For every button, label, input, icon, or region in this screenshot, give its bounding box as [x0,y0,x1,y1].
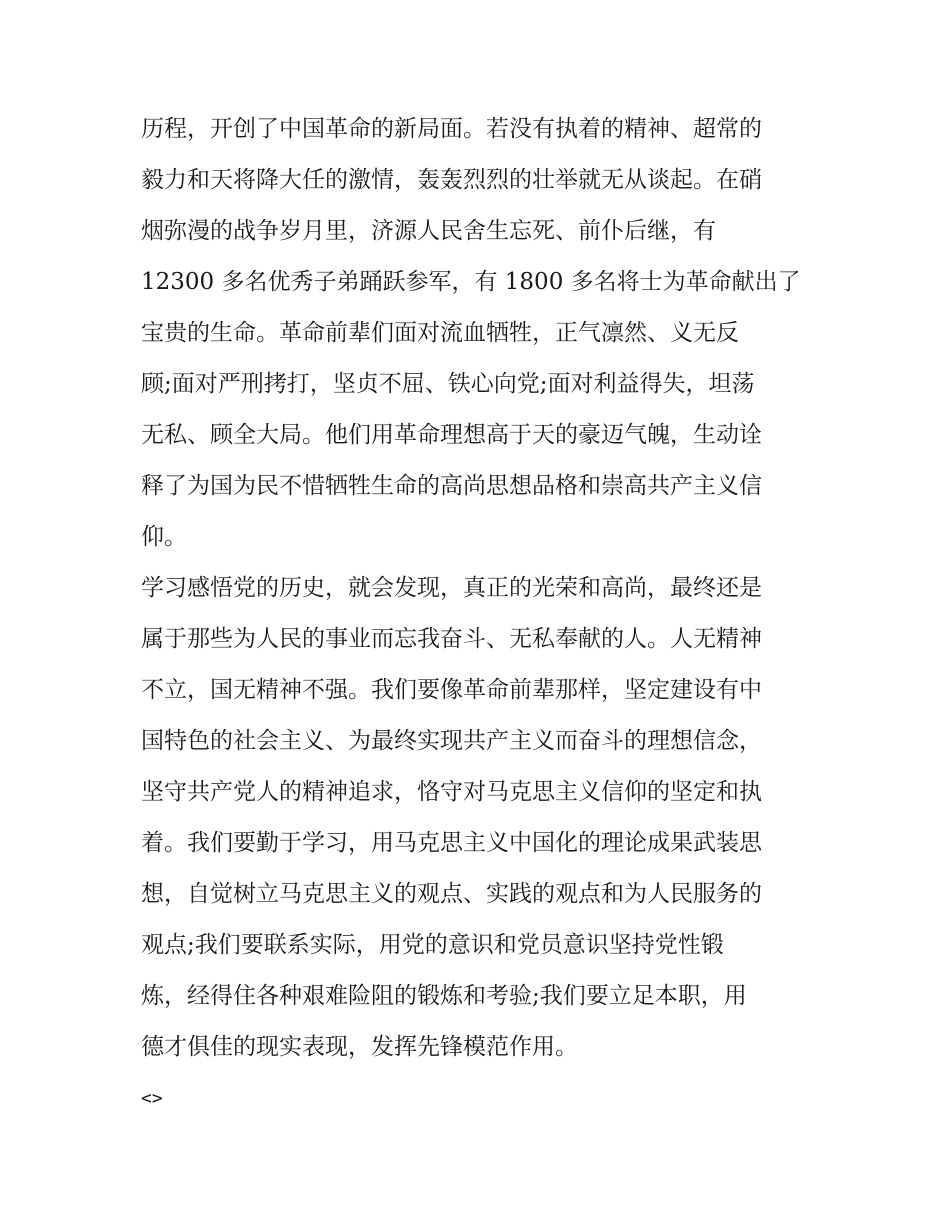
text-line: 想，自觉树立马克思主义的观点、实践的观点和为人民服务的 [141,881,762,907]
text-line: 历程，开创了中国革命的新局面。若没有执着的精神、超常的 [141,116,762,142]
text-line: 观点;我们要联系实际，用党的意识和党员意识坚持党性锻 [141,932,724,958]
text-line: 顾;面对严刑拷打，坚贞不屈、铁心向党;面对利益得失，坦荡 [141,371,755,397]
text-line: 12300 多名优秀子弟踊跃参军，有 1800 多名将士为革命献出了 [141,269,801,295]
text-line: 学习感悟党的历史，就会发现，真正的光荣和高尚，最终还是 [141,575,762,601]
end-marker: <> [141,1088,163,1109]
text-line: 德才俱佳的现实表现，发挥先锋模范作用。 [141,1034,578,1060]
document-body [141,104,821,1124]
text-line: 坚守共产党人的精神追求，恪守对马克思主义信仰的坚定和执 [141,779,762,805]
text-line: 释了为国为民不惜牺牲生命的高尚思想品格和崇高共产主义信 [141,473,762,499]
text-line: 不立，国无精神不强。我们要像革命前辈那样，坚定建设有中 [141,677,762,703]
text-line: 着。我们要勤于学习，用马克思主义中国化的理论成果武装思 [141,830,762,856]
text-line: 仰。 [141,524,187,550]
paragraph-1 [141,104,821,563]
paragraph-2 [141,563,821,1073]
text-line: 属于那些为人民的事业而忘我奋斗、无私奉献的人。人无精神 [141,626,762,652]
text-line: 烟弥漫的战争岁月里，济源人民舍生忘死、前仆后继，有 [141,218,716,244]
text-line: 宝贵的生命。革命前辈们面对流血牺牲，正气凛然、义无反 [141,320,739,346]
text-line: 炼，经得住各种艰难险阻的锻炼和考验;我们要立足本职，用 [141,983,747,1009]
text-line: 国特色的社会主义、为最终实现共产主义而奋斗的理想信念， [141,728,762,754]
text-line: 无私、顾全大局。他们用革命理想高于天的豪迈气魄，生动诠 [141,422,762,448]
text-line: 毅力和天将降大任的激情，轰轰烈烈的壮举就无从谈起。在硝 [141,167,762,193]
